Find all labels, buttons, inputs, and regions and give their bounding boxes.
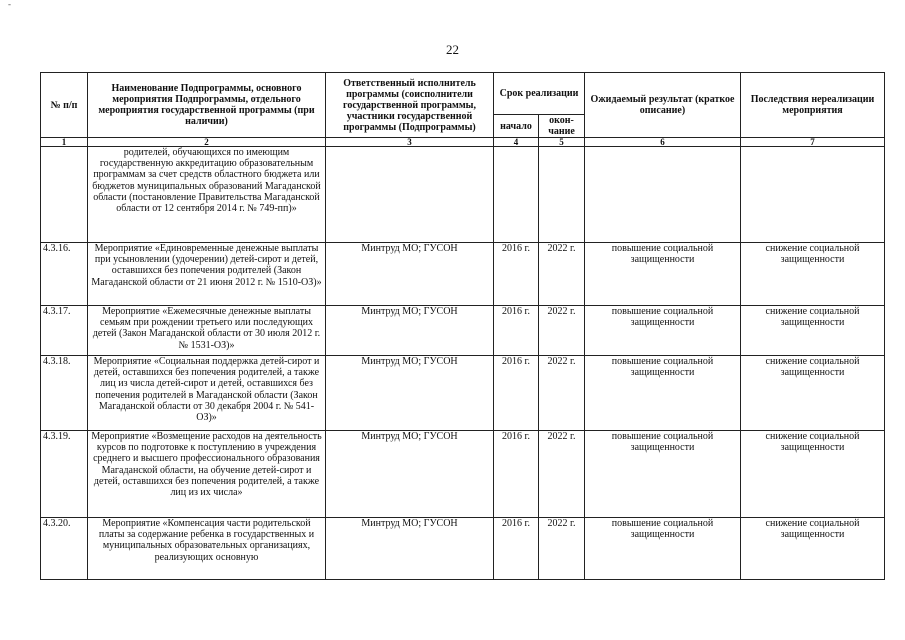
header-col-num: № п/п: [41, 73, 88, 138]
row-executor: Минтруд МО; ГУСОН: [326, 243, 494, 306]
header-row-1: [41, 73, 885, 115]
row-end-year: 2022 г.: [539, 306, 585, 356]
measures-table: [40, 72, 885, 580]
row-measure-name: Мероприятие «Социальная поддержка детей-сирот и детей, оставшихся без попечения родителей, а также лиц из числа детей-сирот и детей, оставшихся без попечения родителей в Магаданской области (Закон Магаданской области от 30 декабря 2004 г. № 541-ОЗ)»: [88, 356, 326, 431]
row-number: 4.3.17.: [41, 306, 88, 356]
header-col-start: начало: [494, 115, 539, 138]
row-consequences: снижение социальной защищенности: [741, 518, 885, 580]
row-start-year: 2016 г.: [494, 356, 539, 431]
row-expected-result: [585, 147, 741, 243]
row-executor: Минтруд МО; ГУСОН: [326, 431, 494, 518]
corner-mark: -: [8, 0, 11, 9]
row-consequences: снижение социальной защищенности: [741, 243, 885, 306]
table-row: [41, 356, 885, 431]
row-start-year: 2016 г.: [494, 431, 539, 518]
row-number: [41, 147, 88, 243]
header-col-term: Срок реализации: [494, 73, 585, 115]
row-expected-result: повышение социальной защищенности: [585, 306, 741, 356]
table-row: [41, 243, 885, 306]
row-executor: Минтруд МО; ГУСОН: [326, 306, 494, 356]
header-col-exec: Ответственный исполнитель программы (соисполнители государственной программы, участники государственной программы (Подпрограммы): [326, 73, 494, 138]
column-number: 7: [741, 138, 885, 147]
row-measure-name: Мероприятие «Компенсация части родительской платы за содержание ребенка в государственных и муниципальных образовательных организациях, реализующих основную: [88, 518, 326, 580]
row-expected-result: повышение социальной защищенности: [585, 431, 741, 518]
row-executor: [326, 147, 494, 243]
row-consequences: [741, 147, 885, 243]
column-number: 3: [326, 138, 494, 147]
row-end-year: 2022 г.: [539, 518, 585, 580]
row-expected-result: повышение социальной защищенности: [585, 243, 741, 306]
row-measure-name: Мероприятие «Возмещение расходов на деятельность курсов по подготовке к поступлению в учреждения среднего и высшего профессионального образования Магаданской области, на обучение детей-сирот и детей, оставшихся без попечения родителей, а также лиц из их числа»: [88, 431, 326, 518]
row-executor: Минтруд МО; ГУСОН: [326, 356, 494, 431]
row-end-year: 2022 г.: [539, 431, 585, 518]
column-number-row: [41, 138, 885, 147]
row-end-year: [539, 147, 585, 243]
header-col-name: Наименование Подпрограммы, основного мероприятия Подпрограммы, отдельного мероприятия государственной программы (при наличии): [88, 73, 326, 138]
row-expected-result: повышение социальной защищенности: [585, 518, 741, 580]
row-number: 4.3.18.: [41, 356, 88, 431]
column-number: 6: [585, 138, 741, 147]
row-measure-name: Мероприятие «Ежемесячные денежные выплаты семьям при рождении третьего или последующих детей (Закон Магаданской области от 30 июля 2012 г. № 1531-ОЗ)»: [88, 306, 326, 356]
column-number: 5: [539, 138, 585, 147]
table-row: [41, 431, 885, 518]
row-end-year: 2022 г.: [539, 243, 585, 306]
row-start-year: 2016 г.: [494, 306, 539, 356]
table-row: [41, 147, 885, 243]
column-number: 1: [41, 138, 88, 147]
row-number: 4.3.19.: [41, 431, 88, 518]
row-measure-name: Мероприятие «Единовременные денежные выплаты при усыновлении (удочерении) детей-сирот и детей, оставшихся без попечения родителей (Закон Магаданской области от 21 июня 2012 г. № 1510-ОЗ)»: [88, 243, 326, 306]
row-number: 4.3.20.: [41, 518, 88, 580]
row-end-year: 2022 г.: [539, 356, 585, 431]
row-consequences: снижение социальной защищенности: [741, 431, 885, 518]
header-col-result: Ожидаемый результат (краткое описание): [585, 73, 741, 138]
row-start-year: 2016 г.: [494, 243, 539, 306]
table-row: [41, 306, 885, 356]
row-consequences: снижение социальной защищенности: [741, 356, 885, 431]
row-start-year: 2016 г.: [494, 518, 539, 580]
row-expected-result: повышение социальной защищенности: [585, 356, 741, 431]
row-number: 4.3.16.: [41, 243, 88, 306]
row-measure-name: родителей, обучающихся по имеющим государственную аккредитацию образовательным программам за счет средств областного бюджета или бюджетов муниципальных образований Магаданской области (постановление Правительства Магаданской области от 12 сентября 2014 г. № 749-пп)»: [88, 147, 326, 243]
row-start-year: [494, 147, 539, 243]
page-number: 22: [446, 42, 459, 57]
header-col-cons: Последствия нереализации мероприятия: [741, 73, 885, 138]
row-executor: Минтруд МО; ГУСОН: [326, 518, 494, 580]
column-number: 2: [88, 138, 326, 147]
column-number: 4: [494, 138, 539, 147]
row-consequences: снижение социальной защищенности: [741, 306, 885, 356]
header-col-end: окон-чание: [539, 115, 585, 138]
table-row: [41, 518, 885, 580]
